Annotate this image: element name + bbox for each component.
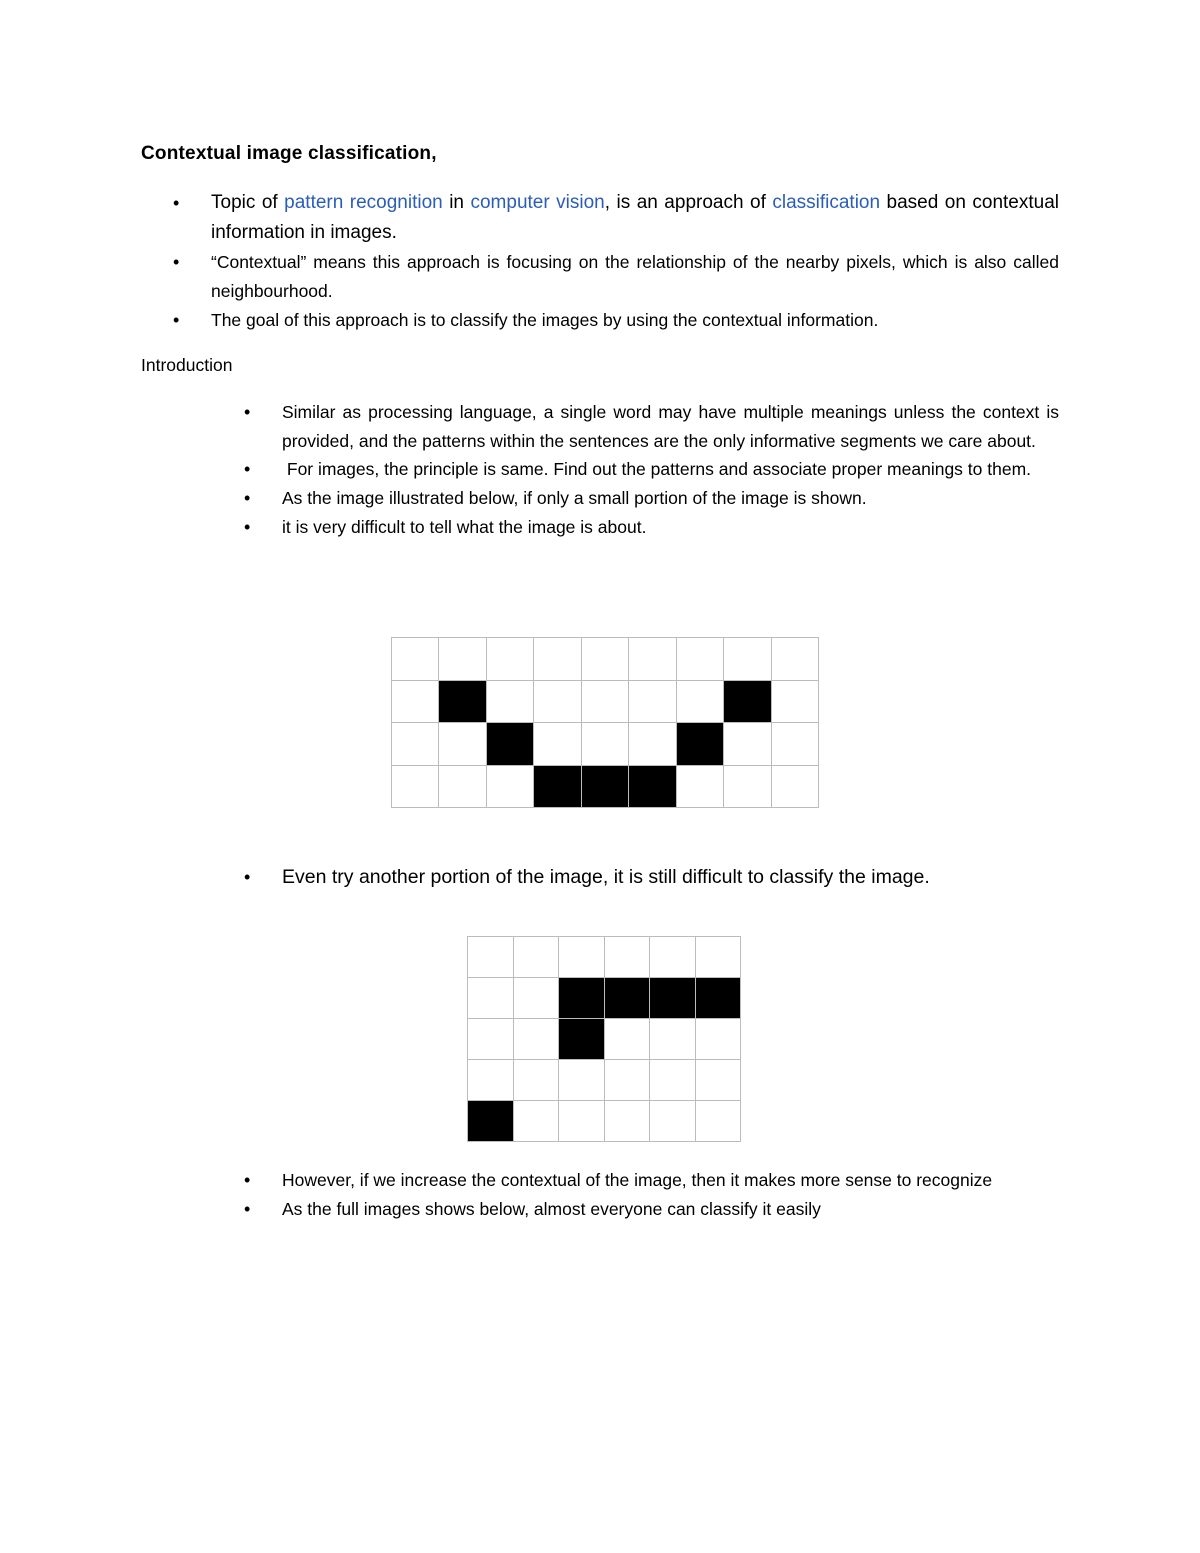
grid-cell-empty <box>695 1019 741 1060</box>
bullet-text: As the image illustrated below, if only a small portion of the image is shown. <box>282 488 867 509</box>
grid-cell-empty <box>559 1060 605 1101</box>
link-computer-vision[interactable]: computer vision <box>470 192 605 213</box>
grid-cell-empty <box>724 723 771 766</box>
bullet-text: Topic of <box>211 192 285 213</box>
grid-cell-empty <box>771 638 819 681</box>
grid-cell-empty <box>650 1101 696 1142</box>
grid-cell-empty <box>581 723 628 766</box>
grid-cell-empty <box>695 1060 741 1101</box>
grid-cell-empty <box>392 680 439 723</box>
grid-cell-empty <box>392 765 439 808</box>
topic-bullet-3 <box>173 306 1059 335</box>
bullet-text: For images, the principle is same. Find out the patterns and associate proper meanings to them. <box>282 459 1032 480</box>
grid-cell-filled <box>581 765 628 808</box>
grid-cell-filled <box>629 765 676 808</box>
grid-cell-empty <box>695 1101 741 1142</box>
bullet-icon: • <box>173 193 180 213</box>
grid-row <box>392 765 819 808</box>
bullet-icon: • <box>244 867 251 887</box>
grid-cell-empty <box>604 1101 650 1142</box>
grid-cell-empty <box>559 937 605 978</box>
grid-cell-empty <box>439 765 486 808</box>
grid-cell-empty <box>629 680 676 723</box>
bullet-text: based on contextual information in images. <box>211 192 1059 243</box>
bullet-text: Even try another portion of the image, it is still difficult to classify the image. <box>282 866 930 888</box>
bullet-text: The goal of this approach is to classify the images by using the contextual information. <box>211 310 879 330</box>
grid-cell-empty <box>629 723 676 766</box>
grid-row <box>468 1019 741 1060</box>
intro-bullet-1 <box>244 398 1059 455</box>
grid-row <box>468 937 741 978</box>
grid-cell-filled <box>650 978 696 1019</box>
grid-cell-empty <box>468 978 514 1019</box>
grid-cell-empty <box>581 680 628 723</box>
middle-bullet <box>244 862 1059 892</box>
topic-bullet-list <box>173 188 1059 335</box>
bullet-icon: • <box>173 252 180 272</box>
grid-cell-empty <box>513 1019 559 1060</box>
grid-cell-empty <box>771 723 819 766</box>
grid-cell-filled <box>559 1019 605 1060</box>
pixel-grid-portion-2 <box>467 936 741 1142</box>
grid-row <box>392 680 819 723</box>
bullet-icon: • <box>244 516 251 537</box>
link-pattern-recognition[interactable]: pattern recognition <box>284 192 443 213</box>
grid-cell-empty <box>650 1019 696 1060</box>
link-classification[interactable]: classification <box>772 192 881 213</box>
grid-cell-empty <box>439 723 486 766</box>
grid-cell-empty <box>581 638 628 681</box>
grid-cell-empty <box>534 638 581 681</box>
grid-cell-filled <box>559 978 605 1019</box>
grid-cell-empty <box>468 1019 514 1060</box>
topic-bullet-2 <box>173 248 1059 306</box>
grid-cell-empty <box>676 638 723 681</box>
grid-cell-empty <box>676 680 723 723</box>
intro-bullet-list <box>244 398 1059 542</box>
grid-cell-empty <box>513 978 559 1019</box>
bullet-icon: • <box>244 488 251 509</box>
grid-cell-empty <box>724 638 771 681</box>
bullet-text: in <box>442 192 471 213</box>
grid-row <box>392 638 819 681</box>
intro-bullet-3 <box>244 484 1059 513</box>
bullet-text: Similar as processing language, a single word may have multiple meanings unless the context is provided, and the patterns within the sentences are the only informative segments we care about. <box>282 402 1059 451</box>
grid-cell-empty <box>486 638 533 681</box>
bullet-text: it is very difficult to tell what the image is about. <box>282 516 647 537</box>
final-bullet-2 <box>244 1195 1059 1224</box>
topic-bullet-1 <box>173 188 1059 248</box>
grid-row <box>468 1101 741 1142</box>
grid-cell-empty <box>771 680 819 723</box>
grid-cell-filled <box>676 723 723 766</box>
grid-cell-empty <box>559 1101 605 1142</box>
grid-cell-empty <box>676 765 723 808</box>
grid-row <box>392 723 819 766</box>
grid-cell-filled <box>439 680 486 723</box>
grid-cell-empty <box>513 1060 559 1101</box>
grid-cell-filled <box>695 978 741 1019</box>
grid-cell-empty <box>650 937 696 978</box>
grid-cell-empty <box>513 1101 559 1142</box>
intro-bullet-4 <box>244 513 1059 542</box>
bullet-text: “Contextual” means this approach is focusing on the relationship of the nearby pixels, which is also called neighbourhood. <box>211 252 1059 301</box>
grid-cell-empty <box>771 765 819 808</box>
intro-bullet-2 <box>244 455 1059 484</box>
grid-cell-empty <box>724 765 771 808</box>
grid-cell-empty <box>695 937 741 978</box>
bullet-text: However, if we increase the contextual of the image, then it makes more sense to recognize <box>282 1170 993 1190</box>
grid-cell-empty <box>439 638 486 681</box>
grid-cell-empty <box>486 680 533 723</box>
grid-cell-empty <box>513 937 559 978</box>
grid-cell-empty <box>486 765 533 808</box>
grid-cell-empty <box>392 723 439 766</box>
grid-cell-empty <box>604 1060 650 1101</box>
grid-cell-empty <box>650 1060 696 1101</box>
grid-row <box>468 978 741 1019</box>
grid-cell-empty <box>629 638 676 681</box>
grid-cell-empty <box>534 680 581 723</box>
bullet-icon: • <box>244 1170 251 1190</box>
grid-cell-filled <box>468 1101 514 1142</box>
grid-cell-filled <box>724 680 771 723</box>
final-bullet-1 <box>244 1166 1059 1195</box>
final-bullet-list <box>244 1166 1059 1224</box>
grid-row <box>468 1060 741 1101</box>
grid-cell-filled <box>486 723 533 766</box>
grid-cell-empty <box>468 937 514 978</box>
grid-cell-empty <box>604 937 650 978</box>
bullet-icon: • <box>244 459 251 480</box>
grid-cell-empty <box>534 723 581 766</box>
middle-bullet-list <box>244 862 1059 892</box>
bullet-text: As the full images shows below, almost everyone can classify it easily <box>282 1199 821 1219</box>
bullet-icon: • <box>244 1199 251 1219</box>
page-title: Contextual image classification, <box>141 143 437 164</box>
bullet-text: , is an approach of <box>604 192 773 213</box>
grid-cell-empty <box>468 1060 514 1101</box>
grid-cell-empty <box>604 1019 650 1060</box>
introduction-heading: Introduction <box>141 355 233 375</box>
pixel-grid-portion-1 <box>391 637 819 808</box>
grid-cell-filled <box>534 765 581 808</box>
grid-cell-empty <box>392 638 439 681</box>
grid-cell-filled <box>604 978 650 1019</box>
bullet-icon: • <box>173 310 180 330</box>
bullet-icon: • <box>244 402 251 422</box>
